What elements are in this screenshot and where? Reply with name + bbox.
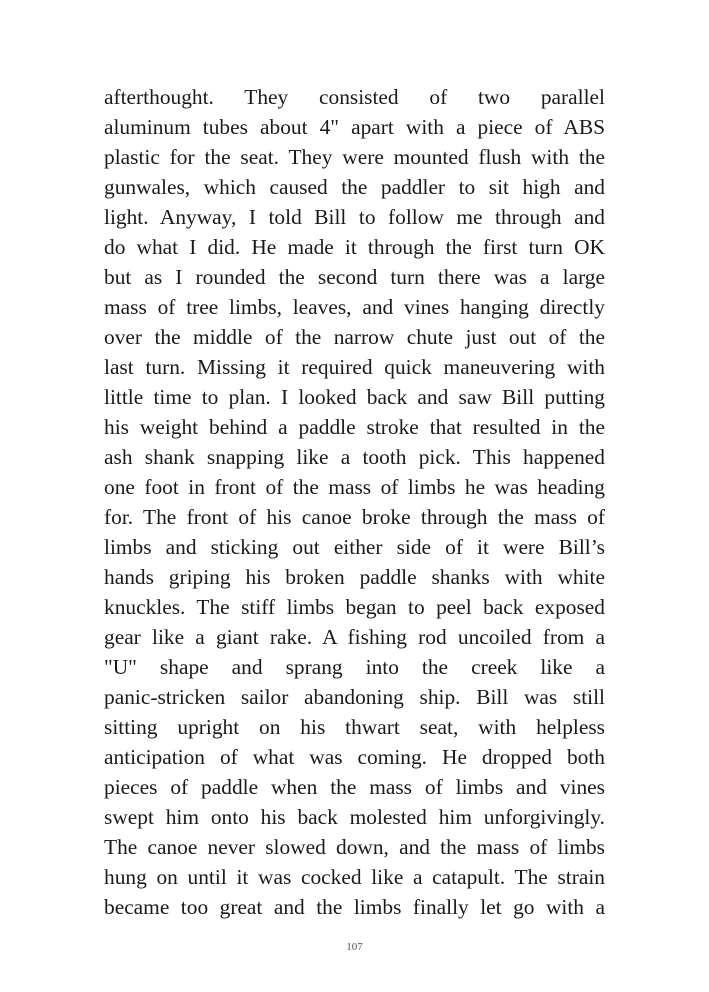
text-line: mass of tree limbs, leaves, and vines hanging directly (104, 295, 605, 319)
text-line: but as I rounded the second turn there was a large (104, 265, 605, 289)
text-line: little time to plan. I looked back and saw Bill putting (104, 385, 605, 409)
text-line: anticipation of what was coming. He dropped both (104, 745, 605, 769)
text-line: over the middle of the narrow chute just out of the (104, 325, 605, 349)
page-number: 107 (346, 941, 363, 953)
text-line: for. The front of his canoe broke through the mass of (104, 505, 605, 529)
text-line: gunwales, which caused the paddler to sit high and (104, 175, 605, 199)
text-line: do what I did. He made it through the first turn OK (104, 235, 605, 259)
page-body-text (104, 82, 605, 922)
text-line: one foot in front of the mass of limbs he was heading (104, 475, 605, 499)
text-line: The canoe never slowed down, and the mass of limbs (104, 835, 605, 859)
text-line: knuckles. The stiff limbs began to peel back exposed (104, 595, 605, 619)
text-line: limbs and sticking out either side of it were Bill’s (104, 535, 605, 559)
text-line: became too great and the limbs finally let go with a (104, 895, 605, 919)
text-line: pieces of paddle when the mass of limbs and vines (104, 775, 605, 799)
text-line: swept him onto his back molested him unforgivingly. (104, 805, 605, 829)
text-line: light. Anyway, I told Bill to follow me through and (104, 205, 605, 229)
text-line: last turn. Missing it required quick maneuvering with (104, 355, 605, 379)
text-line: "U" shape and sprang into the creek like a (104, 655, 605, 679)
text-line: ash shank snapping like a tooth pick. This happened (104, 445, 605, 469)
text-line: panic-stricken sailor abandoning ship. Bill was still (104, 685, 605, 709)
text-line: afterthought. They consisted of two parallel (104, 85, 605, 109)
text-line: sitting upright on his thwart seat, with helpless (104, 715, 605, 739)
text-line: plastic for the seat. They were mounted flush with the (104, 145, 605, 169)
text-line: his weight behind a paddle stroke that resulted in the (104, 415, 605, 439)
text-line: gear like a giant rake. A fishing rod uncoiled from a (104, 625, 605, 649)
text-line: hands griping his broken paddle shanks with white (104, 565, 605, 589)
text-line: hung on until it was cocked like a catapult. The strain (104, 865, 605, 889)
text-line: aluminum tubes about 4" apart with a piece of ABS (104, 115, 605, 139)
